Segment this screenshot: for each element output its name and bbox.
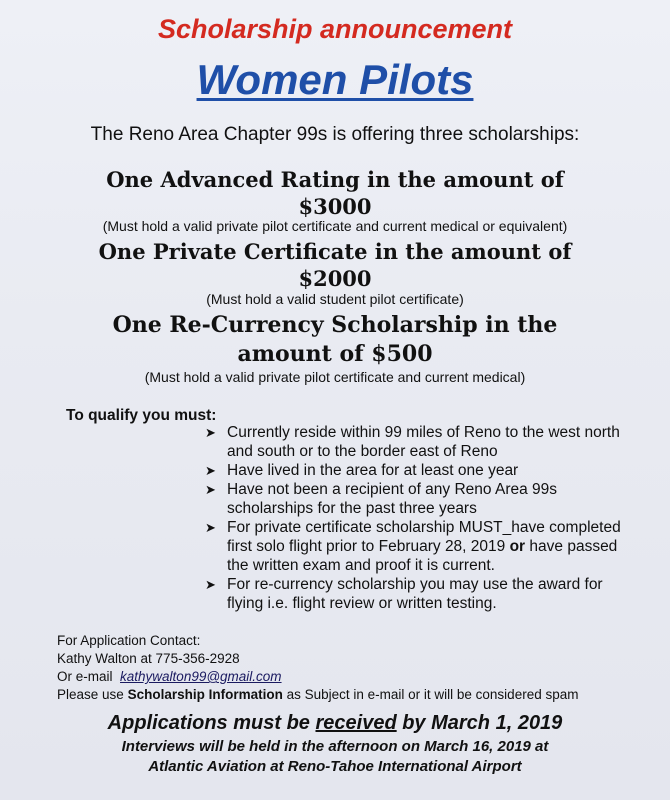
scholarship-recurrency-line1: One Re-Currency Scholarship in the xyxy=(112,312,558,338)
arrow-bullet-icon: ➤ xyxy=(205,482,216,497)
contact-block xyxy=(57,632,578,704)
scholarship-private-amount: $2000 xyxy=(298,266,372,291)
list-item xyxy=(203,423,643,461)
contact-subject-bold: Scholarship Information xyxy=(127,687,283,702)
list-item xyxy=(203,575,643,613)
list-item xyxy=(203,518,643,575)
contact-subject-row xyxy=(57,686,578,704)
deadline-suffix: by March 1, 2019 xyxy=(402,712,563,734)
qualify-item-text: For re-currency scholarship you may use the award for flying i.e. flight review or written testing. xyxy=(227,576,603,612)
scholarship-private-title xyxy=(20,238,650,292)
scholarship-advanced-amount: $3000 xyxy=(298,194,372,219)
arrow-bullet-icon: ➤ xyxy=(205,463,216,478)
deadline-underlined: received xyxy=(315,712,397,734)
list-item xyxy=(203,461,643,480)
scholarship-private-line1: One Private Certificate in the amount of xyxy=(98,239,572,264)
scholarship-advanced-title xyxy=(20,166,650,220)
deadline-heading xyxy=(0,712,670,735)
scholarship-recurrency-requirement: (Must hold a valid private pilot certificate and current medical) xyxy=(144,369,526,385)
scholarship-private-requirement: (Must hold a valid student pilot certificate) xyxy=(206,291,464,307)
qualify-item-text: have passed the written exam and proof it is current. xyxy=(227,538,618,574)
qualify-item-text: For private certificate scholarship MUST_have completed first solo flight prior to February 28, 2019 xyxy=(227,519,621,555)
flyer-title-text: Women Pilots xyxy=(196,56,474,103)
contact-email-prefix: Or e-mail xyxy=(57,669,113,684)
intro-text: The Reno Area Chapter 99s is offering three scholarships: xyxy=(90,124,580,145)
list-item xyxy=(203,480,643,518)
contact-phone: Kathy Walton at 775-356-2928 xyxy=(57,651,240,666)
arrow-bullet-icon: ➤ xyxy=(205,520,216,535)
contact-email-link[interactable]: kathywalton99@gmail.com xyxy=(120,669,282,684)
scholarship-advanced-line1: One Advanced Rating in the amount of xyxy=(106,167,564,192)
arrow-bullet-icon: ➤ xyxy=(205,425,216,440)
qualify-item-text: Currently reside within 99 miles of Reno to the west north and south or to the border east of Reno xyxy=(227,424,620,460)
deadline-prefix: Applications must be xyxy=(107,712,310,734)
scholarship-advanced-requirement: (Must hold a valid private pilot certificate and current medical or equivalent) xyxy=(102,218,568,234)
qualify-heading: To qualify you must: xyxy=(66,407,217,424)
contact-email-row xyxy=(57,668,578,686)
contact-heading: For Application Contact: xyxy=(57,633,201,648)
interviews-line: Interviews will be held in the afternoon on March 16, 2019 at xyxy=(121,738,549,755)
announcement-heading: Scholarship announcement xyxy=(157,14,513,44)
location-line: Atlantic Aviation at Reno-Tahoe International Airport xyxy=(148,758,522,775)
qualify-list xyxy=(203,423,643,613)
arrow-bullet-icon: ➤ xyxy=(205,577,216,592)
contact-subject-suffix: as Subject in e-mail or it will be considered spam xyxy=(286,687,579,702)
scholarship-recurrency-title xyxy=(20,311,650,369)
qualify-item-text: Have not been a recipient of any Reno Area 99s scholarships for the past three years xyxy=(227,481,558,517)
qualify-item-or: or xyxy=(509,538,526,555)
qualify-item-text: Have lived in the area for at least one year xyxy=(227,462,519,479)
contact-subject-prefix: Please use xyxy=(57,687,124,702)
scholarship-recurrency-amount: amount of $500 xyxy=(237,341,433,367)
flyer-title xyxy=(0,56,670,104)
